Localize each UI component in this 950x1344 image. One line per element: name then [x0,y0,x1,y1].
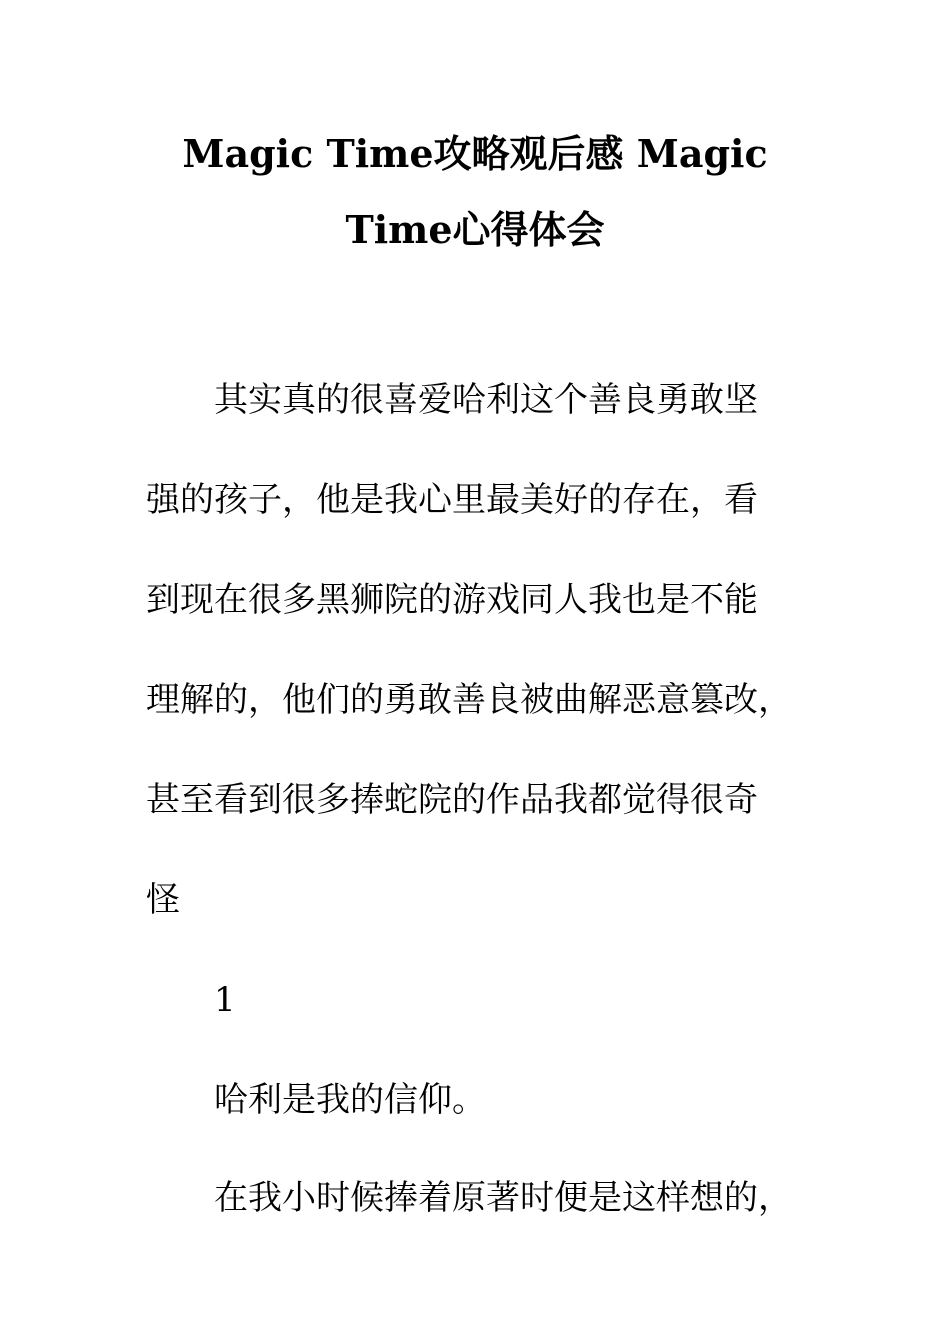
paragraph-3-line-1: 在我小时候捧着原著时便是这样想的， [214,1178,792,1218]
paragraph-1-line-6: 怪 [146,880,180,920]
document-title [140,116,810,268]
title-line-2: Time心得体会 [345,207,605,252]
paragraph-1-line-4: 理解的，他们的勇敢善良被曲解恶意篡改， [146,680,792,720]
paragraph-1-line-5: 甚至看到很多捧蛇院的作品我都觉得很奇 [146,780,758,820]
paragraph-1-line-3: 到现在很多黑狮院的游戏同人我也是不能 [146,580,758,620]
paragraph-2: 哈利是我的信仰。 [214,1080,486,1120]
title-line-1: Magic Time攻略观后感 Magic [182,131,768,176]
paragraph-1-line-1: 其实真的很喜爱哈利这个善良勇敢坚 [214,380,758,420]
paragraph-1-line-2: 强的孩子，他是我心里最美好的存在，看 [146,480,758,520]
section-number: 1 [214,980,236,1020]
